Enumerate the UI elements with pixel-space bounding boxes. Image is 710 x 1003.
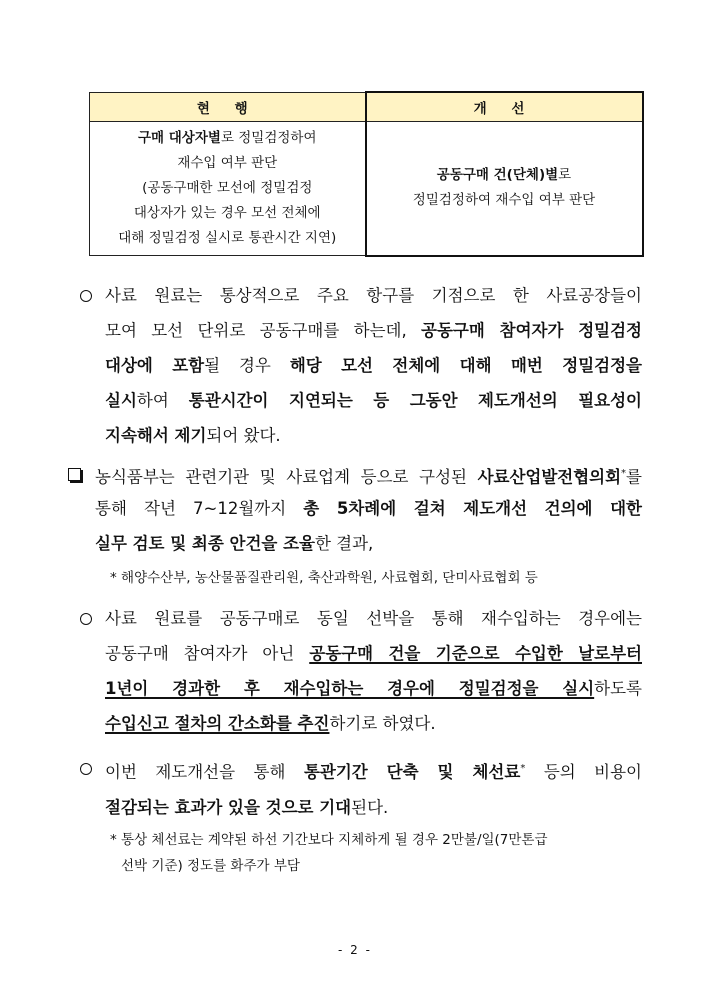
current-line-3: (공동구매한 모선에 정밀검정: [142, 180, 313, 196]
page-number: - 2 -: [338, 943, 372, 957]
header-improved: 개 선: [366, 92, 643, 122]
current-line-4: 대상자가 있는 경우 모선 전체에: [133, 205, 321, 221]
paragraph-2: 농식품부는 관련기관 및 사료업계 등으로 구성된 사료산업발전협의회*를: [95, 467, 642, 487]
circle-bullet: [80, 613, 92, 625]
paragraph-3: 사료 원료를 공동구매로 동일 선박을 통해 재수입하는 경우에는 공동구매 참여자가 아닌 공동구매 건을 기준으로 수입한 날로부터 1년이 경과한 후 재수입하는 경우에 정밀검정을 실시하도록 수입신고 절차의 간소화를 추진하기로 하였다.: [105, 609, 642, 733]
current-line-1: 구매 대상자별로 정밀검정하여: [137, 130, 317, 146]
improved-line-1: 공동구매 건(단체)별로: [436, 167, 572, 184]
comparison-table: [89, 91, 644, 257]
circle-bullet: [80, 290, 92, 302]
paragraph-1: 사료 원료는 통상적으로 주요 항구를 기점으로 한 사료공장들이 모여 모선 단위로 공동구매를 하는데, 공동구매 참여자가 정밀검정 대상에 포함될 경우 해당 모선 전체에 대해 매번 정밀검정을 실시하여 통관시간이 지연되는 등 그동안 제도개선의 필요성이 지속해서 제기되어 왔다.: [105, 286, 642, 445]
footnote-1: * 해양수산부, 농산물품질관리원, 축산과학원, 사료협회, 단미사료협회 등: [110, 570, 538, 586]
improved-cell: [366, 122, 643, 256]
current-line-5: 대해 정밀검정 실시로 통관시간 지연): [118, 230, 337, 246]
circle-bullet: [80, 763, 92, 775]
footnote-2: * 통상 체선료는 계약된 하선 기간보다 지체하게 될 경우 2만불/일(7만톤급 선박 기준) 정도를 화주가 부담: [110, 832, 548, 874]
paragraph-4: 이번 제도개선을 통해 통관기간 단축 및 체선료* 등의 비용이 절감되는 효과가 있을 것으로 기대된다.: [105, 762, 642, 817]
current-line-2: 재수입 여부 판단: [177, 155, 278, 171]
paragraph-2-cont: 통해 작년 7~12월까지 총 5차례에 걸쳐 제도개선 건의에 대한 실무 검토 및 최종 안건을 조율한 결과,: [95, 499, 642, 553]
square-bullet: [68, 468, 81, 481]
improved-line-2: 정밀검정하여 재수입 여부 판단: [412, 192, 596, 209]
header-current: 현 행: [90, 92, 366, 122]
current-cell: [90, 122, 366, 256]
